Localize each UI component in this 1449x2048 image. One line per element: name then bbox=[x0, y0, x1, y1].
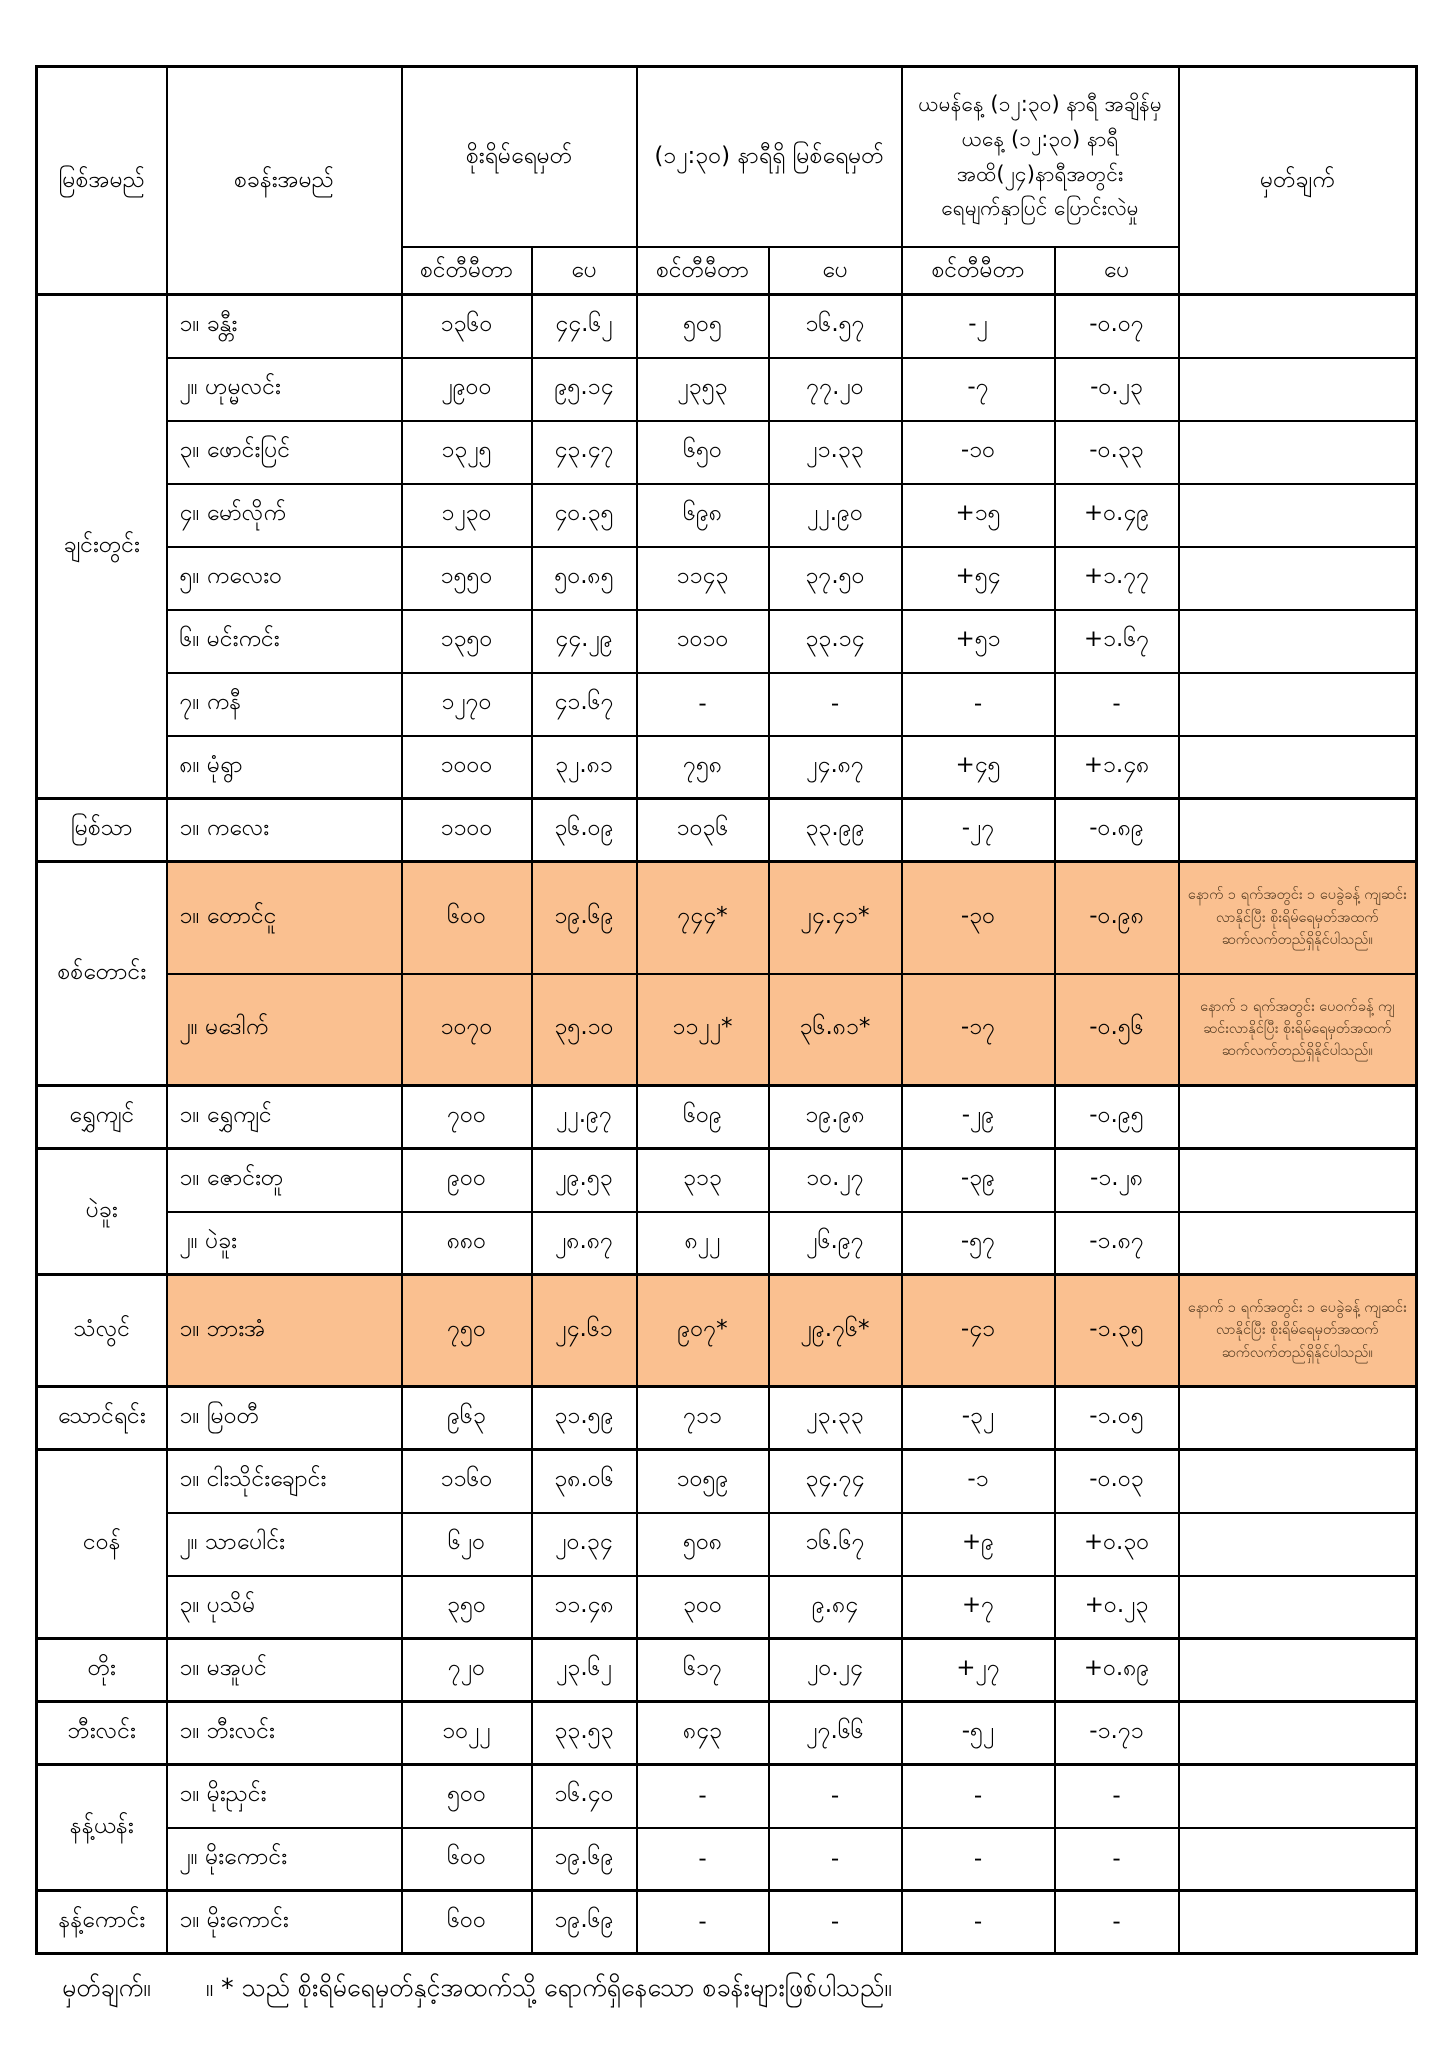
change-cm: - bbox=[902, 1828, 1055, 1891]
danger-ft: ၂၉.၅၃ bbox=[532, 1149, 637, 1212]
change-ft: -၀.၀၇ bbox=[1055, 295, 1179, 358]
header-current-level: (၁၂:၃၀) နာရီရှိ မြစ်ရေမှတ် bbox=[637, 67, 902, 247]
footnote bbox=[62, 1972, 892, 2009]
footnote-text: ။ * သည် စိုးရိမ်ရေမှတ်နှင့်အထက်သို့ ရောက်ရှိနေသော စခန်းများဖြစ်ပါသည်။ bbox=[205, 1973, 892, 2002]
danger-cm: ၁၀၇၀ bbox=[402, 974, 532, 1086]
current-cm: - bbox=[637, 1891, 769, 1954]
danger-ft: ၂၂.၉၇ bbox=[532, 1086, 637, 1149]
current-cm: - bbox=[637, 673, 769, 736]
change-ft: -၁.၀၅ bbox=[1055, 1387, 1179, 1450]
change-ft: -၀.၈၉ bbox=[1055, 799, 1179, 862]
change-cm: -၁ bbox=[902, 1450, 1055, 1513]
remark-cell bbox=[1179, 1702, 1417, 1765]
station-name: ၁။ မအူပင် bbox=[167, 1639, 402, 1702]
change-ft: - bbox=[1055, 1891, 1179, 1954]
remark-cell bbox=[1179, 1765, 1417, 1828]
station-name: ၁။ မြဝတီ bbox=[167, 1387, 402, 1450]
current-ft: ၁၀.၂၇ bbox=[769, 1149, 902, 1212]
danger-cm: ၇၀၀ bbox=[402, 1086, 532, 1149]
danger-ft: ၁၉.၆၉ bbox=[532, 1891, 637, 1954]
danger-cm: ၆၀၀ bbox=[402, 1891, 532, 1954]
station-name: ၇။ ကနီ bbox=[167, 673, 402, 736]
danger-ft: ၁၉.၆၉ bbox=[532, 862, 637, 974]
change-ft: +၀.၂၃ bbox=[1055, 1576, 1179, 1639]
change-ft: +၀.၄၉ bbox=[1055, 484, 1179, 547]
current-cm: ၅၀၅ bbox=[637, 295, 769, 358]
current-ft: ၃၃.၁၄ bbox=[769, 610, 902, 673]
danger-ft: ၂၄.၆၁ bbox=[532, 1275, 637, 1387]
danger-cm: ၆၀၀ bbox=[402, 1828, 532, 1891]
change-ft: - bbox=[1055, 673, 1179, 736]
river-name: သောင်ရင်း bbox=[37, 1387, 167, 1450]
remark-cell: နောက် ၁ ရက်အတွင်း ပေဝက်ခန့် ကျဆင်းလာနိုင်ပြီး စိုးရိမ်ရေမှတ်အထက် ဆက်လက်တည်ရှိနိုင်ပါသည်။ bbox=[1179, 974, 1417, 1086]
change-cm: -၂၉ bbox=[902, 1086, 1055, 1149]
current-cm: ၁၀၁၀ bbox=[637, 610, 769, 673]
danger-cm: ၂၉၀၀ bbox=[402, 358, 532, 421]
change-ft: - bbox=[1055, 1828, 1179, 1891]
remark-cell bbox=[1179, 484, 1417, 547]
current-cm: ၆၅၀ bbox=[637, 421, 769, 484]
current-cm: ၆၀၉ bbox=[637, 1086, 769, 1149]
remark-cell: နောက် ၁ ရက်အတွင်း ၁ ပေခွဲခန့် ကျဆင်းလာနိုင်ပြီး စိုးရိမ်ရေမှတ်အထက် ဆက်လက်တည်ရှိနိုင်ပါသည်။ bbox=[1179, 862, 1417, 974]
remark-cell bbox=[1179, 1086, 1417, 1149]
current-cm: ၈၂၂ bbox=[637, 1212, 769, 1275]
current-cm: ၃၀၀ bbox=[637, 1576, 769, 1639]
danger-cm: ၉၆၃ bbox=[402, 1387, 532, 1450]
danger-ft: ၁၆.၄၀ bbox=[532, 1765, 637, 1828]
header-remark: မှတ်ချက် bbox=[1179, 67, 1417, 295]
current-cm: ၃၁၃ bbox=[637, 1149, 769, 1212]
current-ft: - bbox=[769, 673, 902, 736]
change-ft: -၀.၀၃ bbox=[1055, 1450, 1179, 1513]
danger-cm: ၁၀၂၂ bbox=[402, 1702, 532, 1765]
station-name: ၂။ ဟုမ္မလင်း bbox=[167, 358, 402, 421]
current-cm: ၂၃၅၃ bbox=[637, 358, 769, 421]
change-cm: - bbox=[902, 673, 1055, 736]
danger-ft: ၄၁.၆၇ bbox=[532, 673, 637, 736]
change-ft: -၁.၈၇ bbox=[1055, 1212, 1179, 1275]
change-cm: +၂၇ bbox=[902, 1639, 1055, 1702]
change-cm: +၅၄ bbox=[902, 547, 1055, 610]
remark-cell bbox=[1179, 1387, 1417, 1450]
danger-cm: ၇၅၀ bbox=[402, 1275, 532, 1387]
danger-cm: ၁၅၅၀ bbox=[402, 547, 532, 610]
header-danger-level: စိုးရိမ်ရေမှတ် bbox=[402, 67, 637, 247]
current-ft: ၃၃.၉၉ bbox=[769, 799, 902, 862]
station-name: ၁။ ဘီးလင်း bbox=[167, 1702, 402, 1765]
danger-cm: ၁၃၂၅ bbox=[402, 421, 532, 484]
river-name: နန့်ယန်း bbox=[37, 1765, 167, 1891]
current-cm: ၁၀၃၆ bbox=[637, 799, 769, 862]
danger-cm: ၁၁၀၀ bbox=[402, 799, 532, 862]
remark-cell bbox=[1179, 1891, 1417, 1954]
danger-ft: ၁၉.၆၉ bbox=[532, 1828, 637, 1891]
danger-cm: ၁၃၅၀ bbox=[402, 610, 532, 673]
subheader-feet: ပေ bbox=[1055, 247, 1179, 295]
current-ft: ၃၄.၇၄ bbox=[769, 1450, 902, 1513]
danger-cm: ၃၅၀ bbox=[402, 1576, 532, 1639]
current-ft: - bbox=[769, 1765, 902, 1828]
footnote-label: မှတ်ချက်။ bbox=[62, 1973, 151, 2002]
remark-cell bbox=[1179, 1639, 1417, 1702]
header-river: မြစ်အမည် bbox=[37, 67, 167, 295]
change-ft: +၀.၃၀ bbox=[1055, 1513, 1179, 1576]
subheader-feet: ပေ bbox=[532, 247, 637, 295]
current-cm: ၇၅၈ bbox=[637, 736, 769, 799]
current-ft: ၂၄.၄၁* bbox=[769, 862, 902, 974]
change-ft: -၁.၃၅ bbox=[1055, 1275, 1179, 1387]
change-ft: +၁.၇၇ bbox=[1055, 547, 1179, 610]
change-cm: +၉ bbox=[902, 1513, 1055, 1576]
remark-cell bbox=[1179, 799, 1417, 862]
danger-cm: ၆၀၀ bbox=[402, 862, 532, 974]
current-cm: - bbox=[637, 1765, 769, 1828]
danger-cm: ၁၃၆၀ bbox=[402, 295, 532, 358]
river-name: ရွှေကျင် bbox=[37, 1086, 167, 1149]
current-cm: ၇၄၄* bbox=[637, 862, 769, 974]
danger-ft: ၃၂.၈၁ bbox=[532, 736, 637, 799]
current-ft: - bbox=[769, 1828, 902, 1891]
remark-cell bbox=[1179, 1828, 1417, 1891]
remark-cell bbox=[1179, 736, 1417, 799]
station-name: ၁။ တောင်ငူ bbox=[167, 862, 402, 974]
remark-cell bbox=[1179, 1450, 1417, 1513]
station-name: ၈။ မုံရွာ bbox=[167, 736, 402, 799]
change-ft: +၁.၄၈ bbox=[1055, 736, 1179, 799]
current-ft: ၂၉.၇၆* bbox=[769, 1275, 902, 1387]
current-ft: ၂၁.၃၃ bbox=[769, 421, 902, 484]
current-cm: ၇၁၁ bbox=[637, 1387, 769, 1450]
danger-cm: ၉၀၀ bbox=[402, 1149, 532, 1212]
river-name: စစ်တောင်း bbox=[37, 862, 167, 1086]
change-cm: -၃၂ bbox=[902, 1387, 1055, 1450]
danger-ft: ၄၄.၂၉ bbox=[532, 610, 637, 673]
station-name: ၁။ ငါးသိုင်းချောင်း bbox=[167, 1450, 402, 1513]
river-name: ဘီးလင်း bbox=[37, 1702, 167, 1765]
river-name: နန့်ကောင်း bbox=[37, 1891, 167, 1954]
change-cm: +၄၅ bbox=[902, 736, 1055, 799]
subheader-cm: စင်တီမီတာ bbox=[902, 247, 1055, 295]
river-name: ပဲခူး bbox=[37, 1149, 167, 1275]
remark-cell bbox=[1179, 673, 1417, 736]
remark-cell bbox=[1179, 358, 1417, 421]
danger-ft: ၂၃.၆၂ bbox=[532, 1639, 637, 1702]
danger-ft: ၃၅.၁၀ bbox=[532, 974, 637, 1086]
danger-cm: ၅၀၀ bbox=[402, 1765, 532, 1828]
subheader-cm: စင်တီမီတာ bbox=[637, 247, 769, 295]
subheader-cm: စင်တီမီတာ bbox=[402, 247, 532, 295]
station-name: ၁။ ဇောင်းတူ bbox=[167, 1149, 402, 1212]
station-name: ၁။ ကလေး bbox=[167, 799, 402, 862]
header-station: စခန်းအမည် bbox=[167, 67, 402, 295]
danger-ft: ၁၁.၄၈ bbox=[532, 1576, 637, 1639]
change-ft: -၀.၅၆ bbox=[1055, 974, 1179, 1086]
current-ft: ၂၂.၉၀ bbox=[769, 484, 902, 547]
danger-ft: ၃၁.၅၉ bbox=[532, 1387, 637, 1450]
danger-ft: ၃၆.၀၉ bbox=[532, 799, 637, 862]
remark-cell bbox=[1179, 1212, 1417, 1275]
change-cm: -၇ bbox=[902, 358, 1055, 421]
change-cm: -၁၇ bbox=[902, 974, 1055, 1086]
current-ft: ၁၆.၆၇ bbox=[769, 1513, 902, 1576]
remark-cell bbox=[1179, 421, 1417, 484]
remark-cell bbox=[1179, 295, 1417, 358]
current-cm: ၉၀၇* bbox=[637, 1275, 769, 1387]
current-cm: ၁၁၂၂* bbox=[637, 974, 769, 1086]
change-cm: - bbox=[902, 1891, 1055, 1954]
current-cm: ၁၀၅၉ bbox=[637, 1450, 769, 1513]
station-name: ၂။ ပဲခူး bbox=[167, 1212, 402, 1275]
change-ft: -၁.၇၁ bbox=[1055, 1702, 1179, 1765]
station-name: ၁။ မိုးကောင်း bbox=[167, 1891, 402, 1954]
danger-ft: ၄၀.၃၅ bbox=[532, 484, 637, 547]
current-ft: ၇၇.၂၀ bbox=[769, 358, 902, 421]
change-cm: -၅၇ bbox=[902, 1212, 1055, 1275]
river-name: ချင်းတွင်း bbox=[37, 295, 167, 799]
station-name: ၅။ ကလေးဝ bbox=[167, 547, 402, 610]
current-ft: ၃၆.၈၁* bbox=[769, 974, 902, 1086]
current-ft: ၂၃.၃၃ bbox=[769, 1387, 902, 1450]
subheader-feet: ပေ bbox=[769, 247, 902, 295]
change-ft: -၁.၂၈ bbox=[1055, 1149, 1179, 1212]
current-ft: ၉.၈၄ bbox=[769, 1576, 902, 1639]
current-ft: ၁၉.၉၈ bbox=[769, 1086, 902, 1149]
change-ft: +၁.၆၇ bbox=[1055, 610, 1179, 673]
river-name: ငဝန် bbox=[37, 1450, 167, 1639]
station-name: ၁။ ဘားအံ bbox=[167, 1275, 402, 1387]
station-name: ၂။ မဒေါက် bbox=[167, 974, 402, 1086]
station-name: ၂။ သာပေါင်း bbox=[167, 1513, 402, 1576]
station-name: ၃။ ပုသိမ် bbox=[167, 1576, 402, 1639]
change-cm: -၃၉ bbox=[902, 1149, 1055, 1212]
change-cm: +၅၁ bbox=[902, 610, 1055, 673]
remark-cell bbox=[1179, 1513, 1417, 1576]
remark-cell bbox=[1179, 547, 1417, 610]
station-name: ၃။ ဖောင်းပြင် bbox=[167, 421, 402, 484]
current-cm: - bbox=[637, 1828, 769, 1891]
danger-cm: ၁၂၇၀ bbox=[402, 673, 532, 736]
station-name: ၁။ ရွှေကျင် bbox=[167, 1086, 402, 1149]
danger-cm: ၁၁၆၀ bbox=[402, 1450, 532, 1513]
danger-ft: ၃၃.၅၃ bbox=[532, 1702, 637, 1765]
current-cm: ၁၁၄၃ bbox=[637, 547, 769, 610]
current-cm: ၈၄၃ bbox=[637, 1702, 769, 1765]
remark-cell: နောက် ၁ ရက်အတွင်း ၁ ပေခွဲခန့် ကျဆင်းလာနိုင်ပြီး စိုးရိမ်ရေမှတ်အထက် ဆက်လက်တည်ရှိနိုင်ပါသည်။ bbox=[1179, 1275, 1417, 1387]
change-cm: - bbox=[902, 1765, 1055, 1828]
header-change-24h: ယမန်နေ့ (၁၂:၃၀) နာရီ အချိန်မှ ယနေ့ (၁၂:၃၀) နာရီအထိ(၂၄)နာရီအတွင်း ရေမျက်နှာပြင် ပြောင်းလဲမှု bbox=[902, 67, 1179, 247]
change-ft: -၀.၂၃ bbox=[1055, 358, 1179, 421]
change-ft: -၀.၃၃ bbox=[1055, 421, 1179, 484]
danger-cm: ၈၈၀ bbox=[402, 1212, 532, 1275]
change-ft: - bbox=[1055, 1765, 1179, 1828]
current-ft: - bbox=[769, 1891, 902, 1954]
danger-cm: ၆၂၀ bbox=[402, 1513, 532, 1576]
change-cm: +၇ bbox=[902, 1576, 1055, 1639]
remark-cell bbox=[1179, 1149, 1417, 1212]
remark-cell bbox=[1179, 1576, 1417, 1639]
station-name: ၂။ မိုးကောင်း bbox=[167, 1828, 402, 1891]
current-cm: ၆၁၇ bbox=[637, 1639, 769, 1702]
station-name: ၁။ မိုးညှင်း bbox=[167, 1765, 402, 1828]
change-ft: +၀.၈၉ bbox=[1055, 1639, 1179, 1702]
station-name: ၆။ မင်းကင်း bbox=[167, 610, 402, 673]
change-cm: -၁၀ bbox=[902, 421, 1055, 484]
change-cm: +၁၅ bbox=[902, 484, 1055, 547]
current-ft: ၂၀.၂၄ bbox=[769, 1639, 902, 1702]
danger-cm: ၁၀၀၀ bbox=[402, 736, 532, 799]
current-ft: ၃၇.၅၀ bbox=[769, 547, 902, 610]
current-ft: ၂၆.၉၇ bbox=[769, 1212, 902, 1275]
change-cm: -၂ bbox=[902, 295, 1055, 358]
change-cm: -၄၁ bbox=[902, 1275, 1055, 1387]
danger-cm: ၁၂၃၀ bbox=[402, 484, 532, 547]
danger-ft: ၂၈.၈၇ bbox=[532, 1212, 637, 1275]
current-ft: ၂၇.၆၆ bbox=[769, 1702, 902, 1765]
current-cm: ၆၉၈ bbox=[637, 484, 769, 547]
danger-ft: ၄၄.၆၂ bbox=[532, 295, 637, 358]
danger-ft: ၅၀.၈၅ bbox=[532, 547, 637, 610]
danger-cm: ၇၂၀ bbox=[402, 1639, 532, 1702]
danger-ft: ၂၀.၃၄ bbox=[532, 1513, 637, 1576]
change-ft: -၀.၉၅ bbox=[1055, 1086, 1179, 1149]
current-ft: ၂၄.၈၇ bbox=[769, 736, 902, 799]
change-cm: -၃၀ bbox=[902, 862, 1055, 974]
station-name: ၄။ မော်လိုက် bbox=[167, 484, 402, 547]
water-level-table bbox=[35, 65, 1418, 1955]
change-ft: -၀.၉၈ bbox=[1055, 862, 1179, 974]
danger-ft: ၉၅.၁၄ bbox=[532, 358, 637, 421]
change-cm: -၅၂ bbox=[902, 1702, 1055, 1765]
danger-ft: ၄၃.၄၇ bbox=[532, 421, 637, 484]
river-name: တိုး bbox=[37, 1639, 167, 1702]
river-name: သံလွင် bbox=[37, 1275, 167, 1387]
station-name: ၁။ ခန္တီး bbox=[167, 295, 402, 358]
current-cm: ၅၀၈ bbox=[637, 1513, 769, 1576]
danger-ft: ၃၈.၀၆ bbox=[532, 1450, 637, 1513]
current-ft: ၁၆.၅၇ bbox=[769, 295, 902, 358]
change-cm: -၂၇ bbox=[902, 799, 1055, 862]
river-name: မြစ်သာ bbox=[37, 799, 167, 862]
remark-cell bbox=[1179, 610, 1417, 673]
